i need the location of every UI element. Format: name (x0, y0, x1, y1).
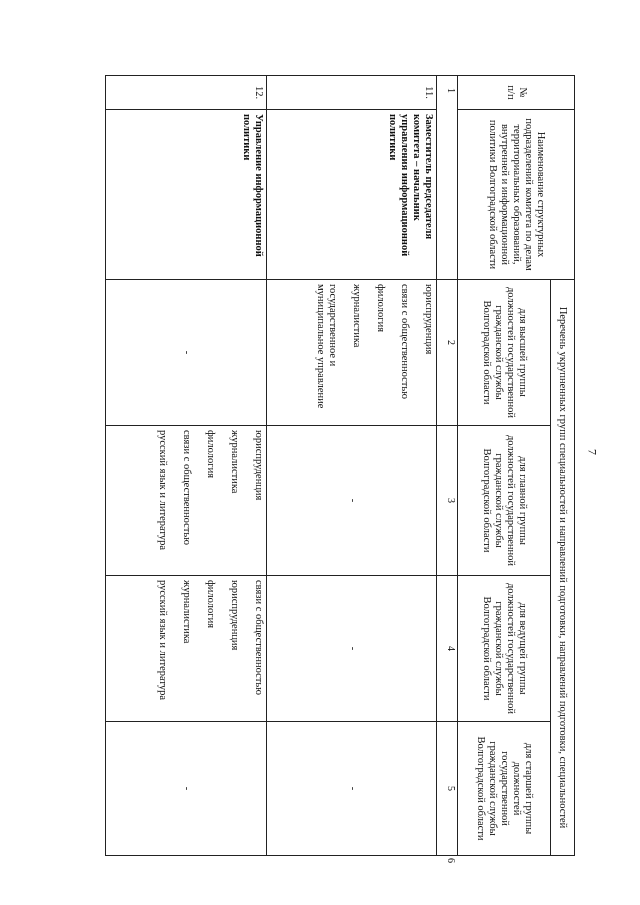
column-number: 5 (437, 722, 458, 856)
specialty: юриспруденция (229, 580, 241, 651)
column-number: 3 (437, 426, 458, 576)
specialty: журналистика (229, 430, 241, 494)
column-number: 1 (437, 76, 458, 280)
page-number: 7 (585, 449, 600, 455)
unit-name: Управление информационной политики (106, 110, 267, 280)
specialty: связи с общественностью (253, 580, 265, 696)
specialties-senior: - (267, 722, 437, 856)
specialty: связи с общественностью (399, 284, 411, 400)
column-number: 4 (437, 576, 458, 722)
table-row (267, 76, 437, 856)
header-highest: для высшей группы должностей государственной гражданской службы Волгоградской области (457, 280, 550, 426)
header-senior: для старшей группы должностей государственной гражданской службы Волгоградской области (457, 722, 550, 856)
specialty: русский язык и литература (156, 430, 168, 551)
specialties-table (105, 75, 575, 864)
specialty: юриспруденция (423, 284, 435, 355)
specialties-leading (106, 576, 267, 722)
header-unit: Наименование структурных подразделений комитета по делам территориальных образований, внутренней и информационной политики Волгоградской области (457, 110, 574, 280)
header-leading: для ведущей группы должностей государственной гражданской службы Волгоградской области (457, 576, 550, 722)
specialty: филология (375, 284, 387, 333)
column-number-row: 1 2 3 4 5 6 (437, 76, 458, 856)
table-row (106, 76, 267, 856)
specialty: юриспруденция (253, 430, 265, 501)
specialty: филология (205, 430, 217, 479)
column-number: 2 (437, 280, 458, 426)
specialty: журналистика (351, 284, 363, 348)
table-container (105, 75, 575, 864)
specialties-highest: - (106, 280, 267, 426)
specialties-main: - (267, 426, 437, 576)
specialties-main (106, 426, 267, 576)
header-row-1 (550, 76, 574, 856)
header-no: № п/п (457, 76, 574, 110)
specialties-senior: - (106, 722, 267, 856)
specialties-leading: - (267, 576, 437, 722)
specialties-highest (267, 280, 437, 426)
specialty: журналистика (181, 580, 193, 644)
unit-name: Заместитель председателя комитета – начальник управления информационной политики (267, 110, 437, 280)
specialty: русский язык и литература (156, 580, 168, 701)
row-number: 11. (267, 76, 437, 110)
header-group: Перечень укрупненных групп специальностей и направлений подготовки, направлений подготовки, специальностей (550, 280, 574, 856)
header-main: для главной группы должностей государственной гражданской службы Волгоградской области (457, 426, 550, 576)
specialty: связи с общественностью (181, 430, 193, 546)
row-number: 12. (106, 76, 267, 110)
specialty: государственное и муниципальное управление (314, 284, 338, 409)
specialty: филология (205, 580, 217, 629)
